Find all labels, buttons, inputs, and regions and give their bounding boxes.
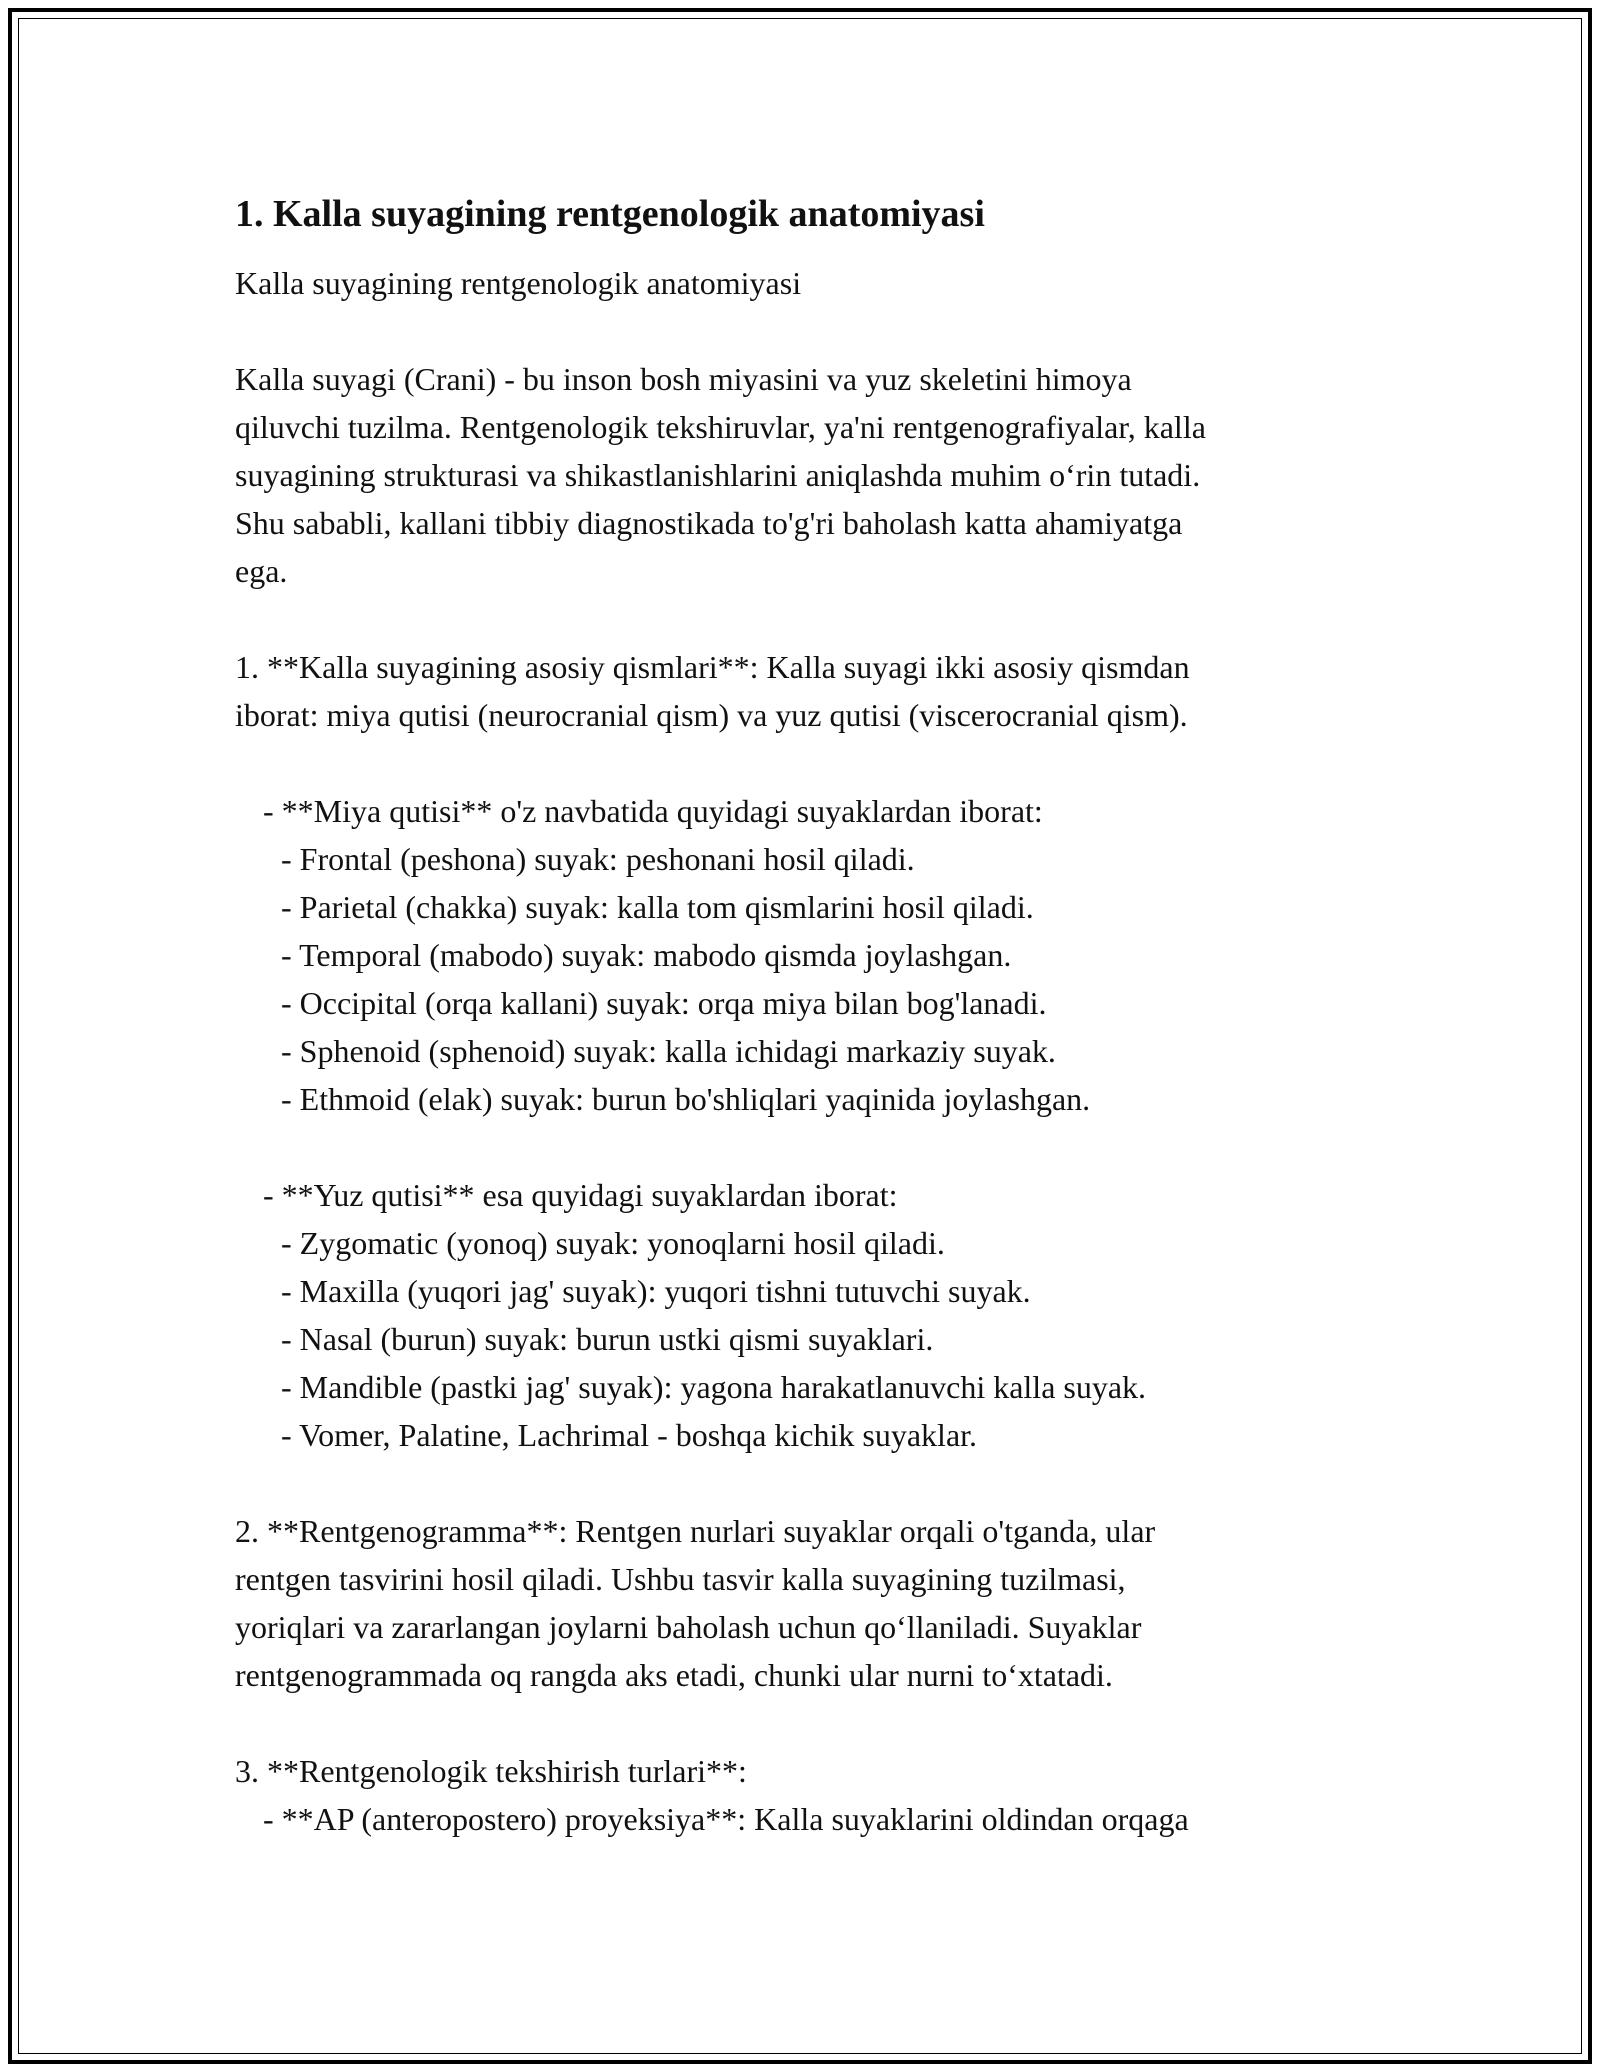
section-1-line: iborat: miya qutisi (neurocranial qism) va yuz qutisi (viscerocranial qism). — [235, 697, 1188, 733]
list-item: - Nasal (burun) suyak: burun ustki qismi suyaklari. — [281, 1321, 934, 1357]
section-2-line: yoriqlari va zararlangan joylarni baholash uchun qo‘llaniladi. Suyaklar — [235, 1609, 1142, 1645]
intro-line: Shu sababli, kallani tibbiy diagnostikada to'g'ri baholash katta ahamiyatga — [235, 505, 1183, 541]
intro-line: Kalla suyagi (Crani) - bu inson bosh miyasini va yuz skeletini himoya — [235, 361, 1132, 397]
intro-paragraph — [235, 355, 1385, 595]
section-2-line: rentgen tasvirini hosil qiladi. Ushbu tasvir kalla suyagining tuzilmasi, — [235, 1561, 1126, 1597]
list-item: - **AP (anteropostero) proyeksiya**: Kalla suyaklarini oldindan orqaga — [263, 1801, 1189, 1837]
yuz-qutisi-list — [235, 1171, 1385, 1459]
section-3 — [235, 1747, 1385, 1843]
intro-line: ega. — [235, 553, 288, 589]
list-item: - Occipital (orqa kallani) suyak: orqa miya bilan bog'lanadi. — [281, 985, 1047, 1021]
document-body — [235, 188, 1385, 1843]
section-1 — [235, 643, 1385, 739]
list-item: - Maxilla (yuqori jag' suyak): yuqori tishni tutuvchi suyak. — [281, 1273, 1031, 1309]
intro-line: qiluvchi tuzilma. Rentgenologik tekshiruvlar, ya'ni rentgenografiyalar, kalla — [235, 409, 1206, 445]
list-item: - Mandible (pastki jag' suyak): yagona harakatlanuvchi kalla suyak. — [281, 1369, 1147, 1405]
list-item: - Frontal (peshona) suyak: peshonani hosil qiladi. — [281, 841, 915, 877]
list-item: - Vomer, Palatine, Lachrimal - boshqa kichik suyaklar. — [281, 1417, 978, 1453]
section-3-title: 3. **Rentgenologik tekshirish turlari**: — [235, 1753, 747, 1789]
list-item: - Temporal (mabodo) suyak: mabodo qismda joylashgan. — [281, 937, 1012, 973]
section-1-line: 1. **Kalla suyagining asosiy qismlari**: Kalla suyagi ikki asosiy qismdan — [235, 649, 1190, 685]
intro-line: suyagining strukturasi va shikastlanishlarini aniqlashda muhim o‘rin tutadi. — [235, 457, 1201, 493]
miya-qutisi-list — [235, 787, 1385, 1123]
list-item: - Ethmoid (elak) suyak: burun bo'shliqlari yaqinida joylashgan. — [281, 1081, 1091, 1117]
list-item: - Zygomatic (yonoq) suyak: yonoqlarni hosil qiladi. — [281, 1225, 945, 1261]
list-item: - Sphenoid (sphenoid) suyak: kalla ichidagi markaziy suyak. — [281, 1033, 1056, 1069]
yuz-qutisi-header: - **Yuz qutisi** esa quyidagi suyaklardan iborat: — [263, 1177, 898, 1213]
section-2-line: rentgenogrammada oq rangda aks etadi, chunki ular nurni to‘xtatadi. — [235, 1657, 1113, 1693]
list-item: - Parietal (chakka) suyak: kalla tom qismlarini hosil qiladi. — [281, 889, 1034, 925]
section-2 — [235, 1507, 1385, 1699]
miya-qutisi-header: - **Miya qutisi** o'z navbatida quyidagi suyaklardan iborat: — [263, 793, 1043, 829]
document-subtitle: Kalla suyagining rentgenologik anatomiyasi — [235, 265, 802, 301]
section-2-line: 2. **Rentgenogramma**: Rentgen nurlari suyaklar orqali o'tganda, ular — [235, 1513, 1156, 1549]
document-heading: 1. Kalla suyagining rentgenologik anatomiyasi — [235, 193, 985, 235]
